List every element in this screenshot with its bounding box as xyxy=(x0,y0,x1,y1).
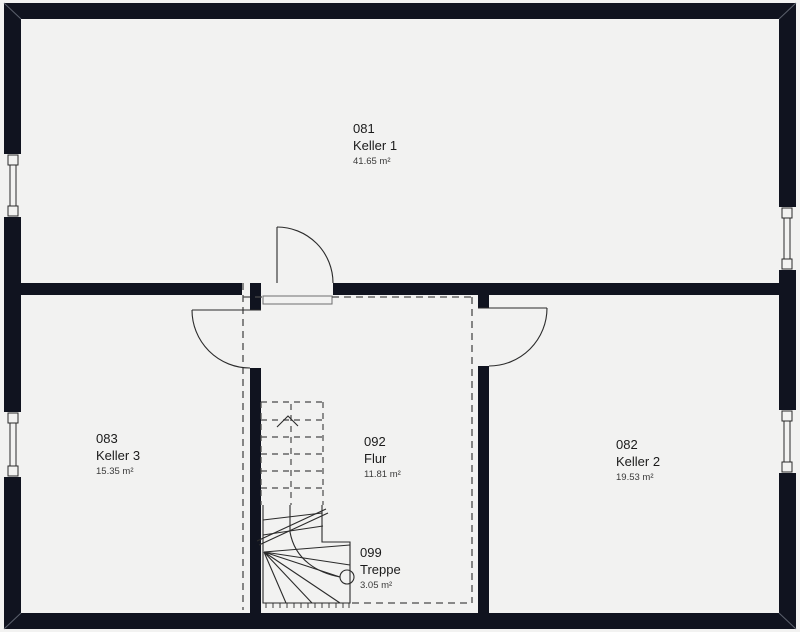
door-keller1 xyxy=(277,227,333,283)
door-keller3 xyxy=(192,310,261,368)
room-area: 15.35 m² xyxy=(96,466,134,477)
room-number: 082 xyxy=(616,437,638,452)
room-name: Keller 1 xyxy=(353,138,398,153)
room-label-treppe xyxy=(360,544,401,592)
outer-walls xyxy=(4,3,796,629)
stair-lower-flight xyxy=(263,505,354,608)
window-left-keller1 xyxy=(4,154,21,217)
room-area: 3.05 m² xyxy=(360,580,393,591)
windows xyxy=(4,154,796,477)
room-area: 41.65 m² xyxy=(353,156,391,167)
room-label-keller-1 xyxy=(353,120,397,168)
room-label-keller-2 xyxy=(616,436,660,484)
room-number: 092 xyxy=(364,434,386,449)
room-name: Keller 3 xyxy=(96,448,141,463)
room-name: Keller 2 xyxy=(616,454,661,469)
room-label-flur xyxy=(364,433,401,481)
window-right-keller2 xyxy=(779,410,796,473)
staircase xyxy=(257,402,354,608)
stair-base-ticks xyxy=(266,603,349,608)
room-number: 083 xyxy=(96,431,118,446)
room-number: 081 xyxy=(353,121,375,136)
room-number: 099 xyxy=(360,545,382,560)
room-area: 11.81 m² xyxy=(364,469,401,480)
stair-upper-flight-dashed xyxy=(261,402,323,505)
window-left-keller3 xyxy=(4,412,21,477)
door-keller2 xyxy=(478,308,547,366)
room-name: Treppe xyxy=(360,562,401,577)
window-right-keller1 xyxy=(779,207,796,270)
room-area: 19.53 m² xyxy=(616,472,654,483)
walking-line-start-circle xyxy=(340,570,354,584)
room-name: Flur xyxy=(364,451,387,466)
room-label-keller-3 xyxy=(96,430,140,478)
walking-line-arrow xyxy=(277,416,298,427)
door-threshold xyxy=(263,296,332,304)
